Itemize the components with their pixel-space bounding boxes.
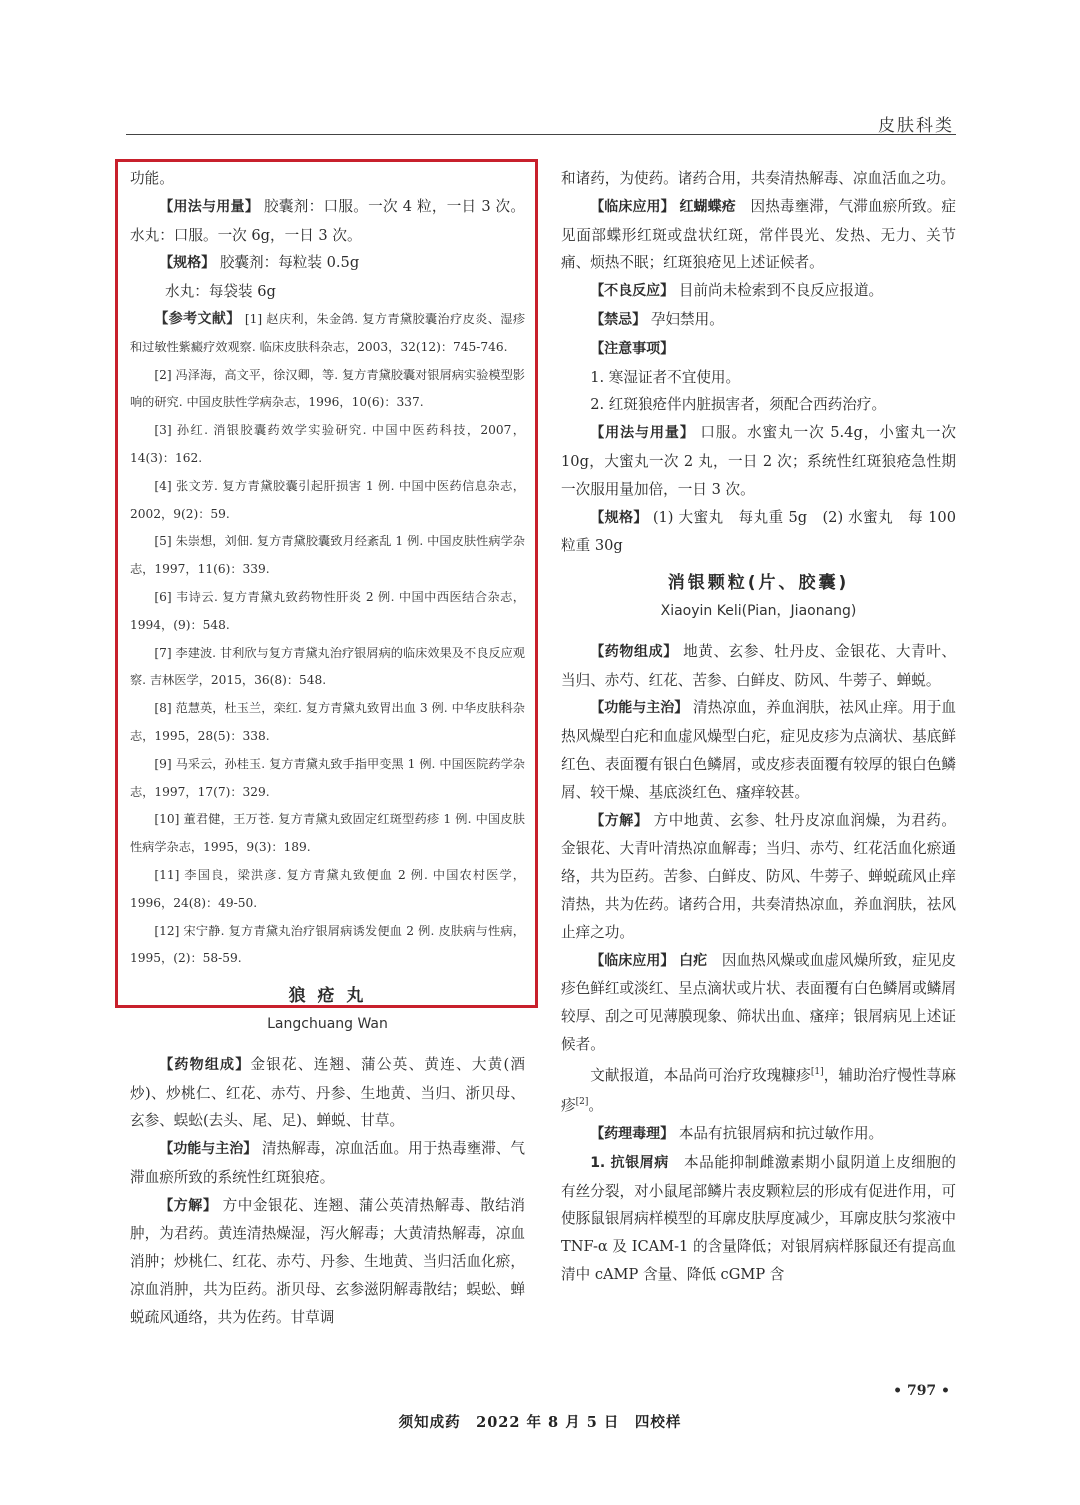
reference-item: [11] 李国良，梁洪彦. 复方青黛丸致便血 2 例. 中国农村医学，1996，24(8)：49-50. bbox=[130, 867, 525, 910]
composition-section: 【药物组成】 地黄、玄参、牡丹皮、金银花、大青叶、当归、赤芍、红花、苦参、白鲜皮、防风、牛蒡子、蝉蜕。 bbox=[561, 642, 957, 689]
adverse-section: 【不良反应】 目前尚未检索到不良反应报道。 bbox=[590, 282, 884, 300]
reference-item: [9] 马采云，孙桂玉. 复方青黛丸致手指甲变黑 1 例. 中国医院药学杂志，1997，17(7)：329. bbox=[130, 756, 525, 799]
right-column bbox=[561, 165, 956, 1289]
reference-item: [10] 董君健，王万苍. 复方青黛丸致固定红斑型药疹 1 例. 中国皮肤性病学杂志，1995，9(3)：189. bbox=[130, 812, 525, 855]
reference-item: [6] 韦诗云. 复方青黛丸致药物性肝炎 2 例. 中国中西医结合杂志，1994，(9)：548. bbox=[130, 589, 525, 632]
clinical-section: 【临床应用】 白疕 因血热风燥或血虚风燥所致，症见皮疹色鲜红或淡红、呈点滴状或片状、表面覆有白色鳞屑或鳞屑较厚、刮之可见薄膜现象、筛状出血、瘙痒；银屑病见上述证候者。 bbox=[561, 951, 957, 1053]
reference-item: [8] 范慧英，杜玉兰，栾红. 复方青黛丸致胃出血 3 例. 中华皮肤科杂志，1995，28(5)：338. bbox=[130, 701, 525, 743]
reference-item: [3] 孙红. 消银胶囊药效学实验研究. 中国中医药科技，2007，14(3)：162. bbox=[130, 423, 525, 465]
drug-title: 狼 疮 丸 bbox=[288, 986, 367, 1007]
left-column bbox=[130, 165, 525, 1332]
continued-text: 功能。 bbox=[130, 170, 174, 187]
notes-section: 【注意事项】 bbox=[590, 340, 675, 357]
spec-section: 【规格】 胶囊剂：每粒装 0.5g bbox=[159, 254, 360, 272]
reference-item: [5] 朱崇想，刘佃. 复方青黛胶囊致月经紊乱 1 例. 中国皮肤性病学杂志，1997，11(6)：339. bbox=[130, 534, 525, 577]
drug-pinyin: Langchuang Wan bbox=[267, 1015, 388, 1032]
reference-item: [7] 李建波. 甘利欣与复方青黛丸治疗银屑病的临床效果及不良反应观察. 吉林医学，2015，36(8)：548. bbox=[130, 645, 525, 688]
formula-section: 【方解】 方中金银花、连翘、蒲公英清热解毒、散结消肿，为君药。黄连清热燥湿，泻火解毒；大黄清热解毒，凉血消肿；炒桃仁、红花、赤芍、丹参、生地黄、当归活血化瘀，凉血消肿，共为臣药。浙贝母、玄参滋阴解毒散结；蜈蚣、蝉蜕疏风通络，共为佐药。甘草调 bbox=[130, 1196, 526, 1326]
antipsoriasis-section: 1. 抗银屑病 本品能抑制雌激素期小鼠阴道上皮细胞的有丝分裂，对小鼠尾部鳞片表皮颗粒层的形成有促进作用，可使豚鼠银屑病样模型的耳廓皮肤厚度减少，耳廓皮肤匀浆液中 TNF-α 及 ICAM-1 的含量降低；对银屑病样豚鼠还有提高血清中 cAMP 含量、降低 cGMP 含 bbox=[561, 1153, 956, 1283]
pharmacology-section: 【药理毒理】 本品有抗银屑病和抗过敏作用。 bbox=[590, 1125, 884, 1143]
reference-item: 【参考文献】 [1] 赵庆利，朱金鸽. 复方青黛胶囊治疗皮炎、湿疹和过敏性紫癜疗效观察. 临床皮肤科杂志，2003，32(12)：745-746. bbox=[130, 310, 526, 354]
composition-section: 【药物组成】金银花、连翘、蒲公英、黄连、大黄(酒炒)、炒桃仁、红花、赤芍、丹参、生地黄、当归、浙贝母、玄参、蜈蚣(去头、尾、足)、蝉蜕、甘草。 bbox=[130, 1055, 525, 1130]
usage-section: 【用法与用量】 口服。水蜜丸一次 5.4g，小蜜丸一次 10g，大蜜丸一次 2 丸，一日 2 次；系统性红斑狼疮急性期一次服用量加倍，一日 3 次。 bbox=[561, 424, 957, 498]
drug-title: 消银颗粒(片、胶囊) bbox=[667, 573, 850, 594]
literature-section: 文献报道，本品尚可治疗玫瑰糠疹[1]，辅助治疗慢性荨麻疹[2]。 bbox=[561, 1066, 956, 1115]
spec-section: 【规格】 (1) 大蜜丸 每丸重 5g (2) 水蜜丸 每 100 粒重 30g bbox=[561, 508, 957, 555]
taboo-section: 【禁忌】 孕妇禁用。 bbox=[590, 310, 724, 328]
note-item: 1. 寒湿证者不宜使用。 bbox=[590, 368, 741, 386]
formula-section: 【方解】 方中地黄、玄参、牡丹皮凉血润燥，为君药。金银花、大青叶清热凉血解毒；当归、赤芍、红花活血化瘀通络，共为臣药。苦参、白鲜皮、防风、牛蒡子、蝉蜕疏风止痒清热，共为佐药。诸药合用，共奏清热凉血，养血润肤，祛风止痒之功。 bbox=[561, 811, 957, 941]
continued-text: 和诸药，为使药。诸药合用，共奏清热解毒、凉血活血之功。 bbox=[561, 170, 956, 187]
drug-pinyin: Xiaoyin Keli(Pian，Jiaonang) bbox=[660, 602, 857, 619]
note-item: 2. 红斑狼疮伴内脏损害者，须配合西药治疗。 bbox=[590, 396, 887, 414]
function-section: 【功能与主治】 清热凉血，养血润肤，祛风止痒。用于血热风燥型白疕和血虚风燥型白疕，症见皮疹为点滴状、基底鲜红色、表面覆有银白色鳞屑，或皮疹表面覆有较厚的银白色鳞屑、较干燥、基底淡红色、瘙痒较甚。 bbox=[561, 699, 957, 801]
usage-section: 【用法与用量】 胶囊剂：口服。一次 4 粒，一日 3 次。水丸：口服。一次 6g，一日 3 次。 bbox=[130, 197, 525, 244]
footer: 须知成药 2022 年 8 月 5 日 四校样 bbox=[398, 1414, 682, 1431]
spec-line-2: 水丸：每袋装 6g bbox=[165, 283, 276, 301]
function-section: 【功能与主治】 清热解毒，凉血活血。用于热毒壅滞、气滞血瘀所致的系统性红斑狼疮。 bbox=[130, 1140, 526, 1186]
reference-item: [4] 张文芳. 复方青黛胶囊引起肝损害 1 例. 中国中医药信息杂志，2002，9(2)：59. bbox=[130, 478, 525, 521]
header-rule bbox=[126, 134, 956, 135]
clinical-section: 【临床应用】 红蝴蝶疮 因热毒壅滞，气滞血瘀所致。症见面部蝶形红斑或盘状红斑，常伴畏光、发热、无力、关节痛、烦热不眠；红斑狼疮见上述证候者。 bbox=[561, 197, 956, 272]
reference-item: [12] 宋宁静. 复方青黛丸治疗银屑病诱发便血 2 例. 皮肤病与性病，1995，(2)：58-59. bbox=[130, 923, 525, 966]
page-number: • 797 • bbox=[893, 1383, 950, 1399]
running-header: 皮肤科类 bbox=[878, 116, 954, 136]
reference-item: [2] 冯泽海，高文平，徐汉卿，等. 复方青黛胶囊对银屑病实验模型影响的研究. 中国皮肤性学病杂志，1996，10(6)：337. bbox=[130, 367, 525, 410]
